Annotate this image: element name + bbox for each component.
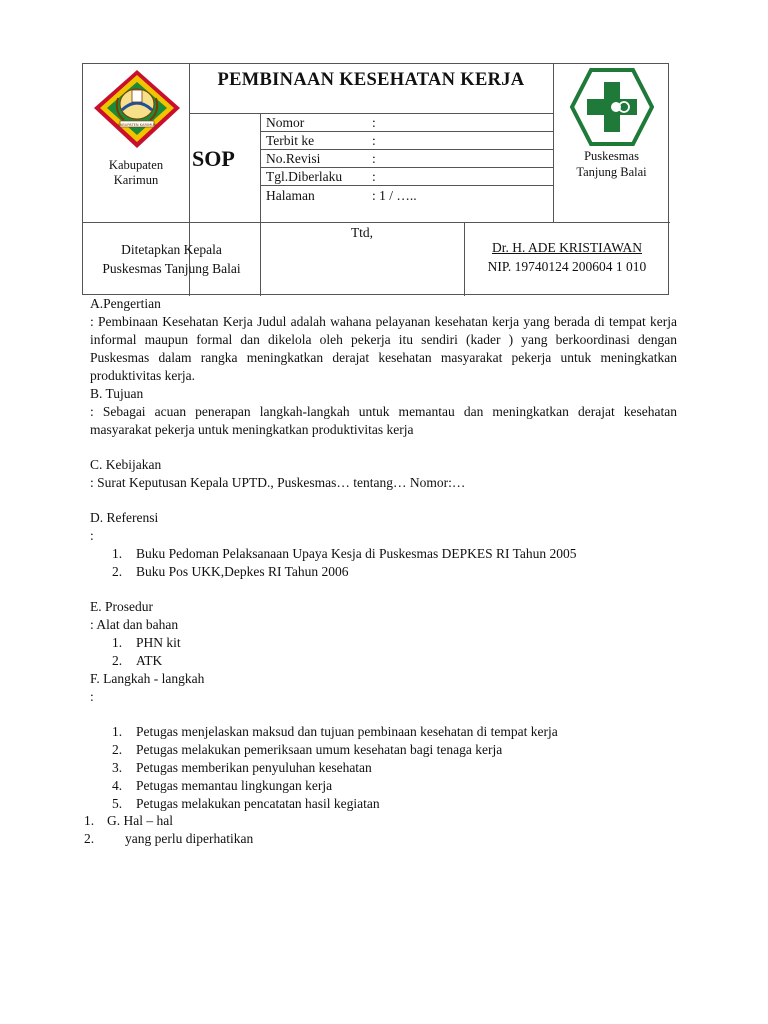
- logo-caption: KABUPATEN KARIMUN: [117, 122, 157, 127]
- list-item: 3. Petugas memberikan penyuluhan kesehatan: [112, 760, 372, 775]
- langkah-list: [90, 723, 677, 813]
- section-f-colon: :: [90, 689, 94, 704]
- kabupaten-karimun-emblem-icon: [92, 68, 182, 150]
- list-item: 1. Petugas menjelaskan maksud dan tujuan pembinaan kesehatan di tempat kerja: [112, 724, 558, 739]
- puskesmas-caption: [553, 148, 670, 180]
- list-item: 1. Buku Pedoman Pelaksanaan Upaya Kesja di Puskesmas DEPKES RI Tahun 2005: [112, 546, 577, 561]
- meta-row-halaman: [266, 187, 553, 205]
- meta-label: Tgl.Diberlaku: [266, 169, 343, 184]
- puskesmas-logo-icon: [570, 68, 654, 146]
- section-f-heading: F. Langkah - langkah: [90, 671, 205, 686]
- signatory-block: [464, 238, 670, 276]
- meta-value: :: [372, 151, 376, 166]
- list-item: 2. Buku Pos UKK,Depkes RI Tahun 2006: [112, 564, 349, 579]
- ditetapkan-line-1: Ditetapkan Kepala: [121, 242, 222, 257]
- section-d-heading: D. Referensi: [90, 510, 159, 525]
- ditetapkan-block: [83, 240, 260, 278]
- puskesmas-caption-line-2: Tanjung Balai: [576, 165, 647, 179]
- referensi-list: [90, 545, 677, 581]
- list-item: 1. PHN kit: [112, 635, 181, 650]
- divider: [83, 222, 670, 223]
- meta-value: :: [372, 133, 376, 148]
- list-item: 5. Petugas melakukan pencatatan hasil kegiatan: [112, 796, 380, 811]
- meta-value: :: [372, 115, 376, 130]
- alat-bahan-list: [90, 634, 677, 670]
- list-item: 2. Petugas melakukan pemeriksaan umum kesehatan bagi tenaga kerja: [112, 742, 503, 757]
- meta-row-terbit: [266, 132, 553, 150]
- meta-value: : 1 / …..: [372, 188, 417, 203]
- document-title: PEMBINAAN KESEHATAN KERJA: [217, 70, 525, 90]
- sop-header-table: [82, 63, 669, 295]
- meta-label: Nomor: [266, 115, 305, 130]
- section-a-body: : Pembinaan Kesehatan Kerja Judul adalah wahana pelayanan kesehatan kerja yang berada di tempat kerja informal maupun formal dan dikelola oleh pekerja itu sendiri (kader ) yang berkoordinasi dengan Puskesmas dalam rangka meningkatkan derajat kesehatan masyarakat pekerja untuk meningkatkan produktivitas kerja.: [90, 314, 677, 383]
- section-d-colon: :: [90, 528, 94, 543]
- meta-label: No.Revisi: [266, 151, 321, 166]
- puskesmas-logo-cell: [553, 64, 670, 222]
- kabupaten-logo-cell: [83, 64, 189, 222]
- meta-row-tgl-diberlaku: [266, 168, 553, 186]
- puskesmas-caption-line-1: Puskesmas: [584, 149, 639, 163]
- section-a-heading: A.Pengertian: [90, 296, 161, 311]
- section-b-body: : Sebagai acuan penerapan langkah-langkah untuk memantau dan meningkatkan derajat kesehatan masyarakat pekerja untuk meningkatkan produktivitas kerja: [90, 404, 677, 437]
- list-item: 4. Petugas memantau lingkungan kerja: [112, 778, 333, 793]
- sop-body: [90, 295, 677, 813]
- meta-value: :: [372, 169, 376, 184]
- kabupaten-caption-line-2: Karimun: [113, 173, 159, 187]
- kabupaten-caption: [83, 158, 189, 188]
- signatory-nip: NIP. 19740124 200604 1 010: [487, 259, 647, 274]
- kabupaten-caption-line-1: Kabupaten: [108, 158, 164, 172]
- ttd-label: Ttd,: [350, 225, 374, 240]
- section-e-heading: E. Prosedur: [90, 599, 153, 614]
- section-c-body: : Surat Keputusan Kepala UPTD., Puskesmas… tentang… Nomor:…: [90, 475, 466, 490]
- section-e-sub: : Alat dan bahan: [90, 617, 179, 632]
- section-c-heading: C. Kebijakan: [90, 457, 162, 472]
- section-b-heading: B. Tujuan: [90, 386, 144, 401]
- signatory-name: Dr. H. ADE KRISTIAWAN: [491, 240, 643, 255]
- meta-label: Halaman: [266, 188, 315, 203]
- meta-row-nomor: [266, 114, 553, 132]
- list-item: 2. ATK: [112, 653, 163, 668]
- ditetapkan-line-2: Puskesmas Tanjung Balai: [102, 261, 241, 276]
- meta-label: Terbit ke: [266, 133, 315, 148]
- sop-label: SOP: [192, 146, 235, 171]
- meta-row-revisi: [266, 150, 553, 168]
